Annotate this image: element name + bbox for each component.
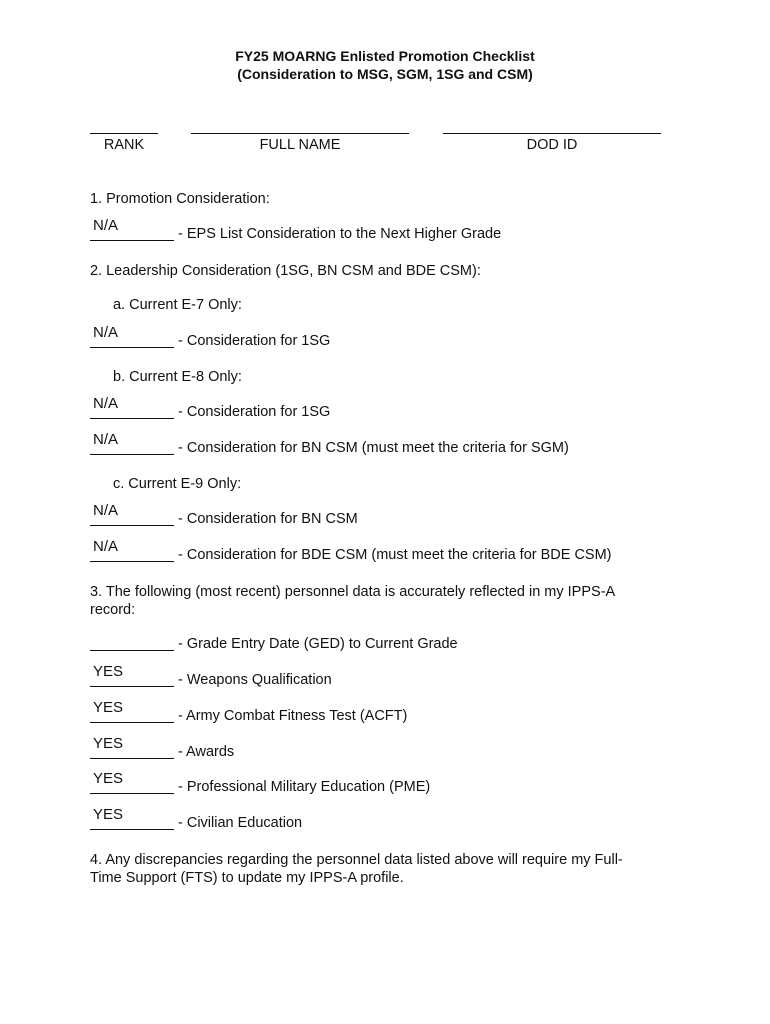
section-3-heading-line2: record: [90, 602, 136, 618]
checklist-item-label: - Consideration for BN CSM (must meet the criteria for SGM) [178, 440, 569, 456]
document-title-line2: (Consideration to MSG, SGM, 1SG and CSM) [237, 66, 533, 82]
section-3-heading [90, 583, 615, 619]
section-4-paragraph [90, 851, 623, 887]
full-name-field-line[interactable] [191, 133, 409, 134]
answer-field[interactable] [90, 806, 174, 830]
dod-id-field-line[interactable] [443, 133, 661, 134]
answer-value: N/A [93, 502, 119, 519]
answer-value: YES [93, 699, 124, 716]
checklist-item-label: - EPS List Consideration to the Next Higher Grade [178, 226, 502, 242]
section-2b-heading: b. Current E-8 Only: [113, 369, 242, 385]
answer-value: N/A [93, 395, 119, 412]
checklist-item-label: - Consideration for 1SG [178, 333, 331, 349]
document-title-line1: FY25 MOARNG Enlisted Promotion Checklist [235, 48, 535, 64]
answer-field[interactable] [90, 663, 174, 687]
checklist-item-label: - Weapons Qualification [178, 672, 332, 688]
section-3-heading-line1: 3. The following (most recent) personnel data is accurately reflected in my IPPS-A [90, 584, 616, 600]
answer-field[interactable] [90, 770, 174, 794]
answer-value: YES [93, 806, 124, 823]
full-name-label: FULL NAME [259, 137, 341, 153]
answer-field[interactable] [90, 630, 174, 651]
dod-id-label: DOD ID [526, 137, 578, 153]
section-4-line1: 4. Any discrepancies regarding the personnel data listed above will require my Full- [90, 852, 623, 868]
section-1-heading: 1. Promotion Consideration: [90, 191, 270, 207]
checklist-item-label: - Awards [178, 744, 235, 760]
answer-field[interactable] [90, 217, 174, 241]
checklist-item-label: - Civilian Education [178, 815, 303, 831]
answer-field[interactable] [90, 699, 174, 723]
answer-value: N/A [93, 431, 119, 448]
rank-field-line[interactable] [90, 133, 158, 134]
answer-value: N/A [93, 324, 119, 341]
answer-field[interactable] [90, 324, 174, 348]
checklist-item-label: - Grade Entry Date (GED) to Current Grade [178, 636, 458, 652]
answer-value: YES [93, 735, 124, 752]
answer-field[interactable] [90, 395, 174, 419]
rank-label: RANK [103, 137, 145, 153]
section-2-heading: 2. Leadership Consideration (1SG, BN CSM and BDE CSM): [90, 263, 481, 279]
checklist-item-label: - Consideration for BN CSM [178, 511, 358, 527]
answer-field[interactable] [90, 431, 174, 455]
answer-value: YES [93, 770, 124, 787]
section-4-line2: Time Support (FTS) to update my IPPS-A profile. [90, 870, 404, 886]
answer-field[interactable] [90, 735, 174, 759]
answer-field[interactable] [90, 502, 174, 526]
checklist-item-label: - Army Combat Fitness Test (ACFT) [178, 708, 408, 724]
answer-value: YES [93, 663, 124, 680]
answer-value: N/A [93, 217, 119, 234]
section-2a-heading: a. Current E-7 Only: [113, 297, 242, 313]
checklist-item-label: - Consideration for BDE CSM (must meet the criteria for BDE CSM) [178, 547, 612, 563]
section-2c-heading: c. Current E-9 Only: [113, 476, 242, 492]
checklist-item-label: - Professional Military Education (PME) [178, 779, 431, 795]
checklist-item-label: - Consideration for 1SG [178, 404, 331, 420]
answer-field[interactable] [90, 538, 174, 562]
answer-value: N/A [93, 538, 119, 555]
